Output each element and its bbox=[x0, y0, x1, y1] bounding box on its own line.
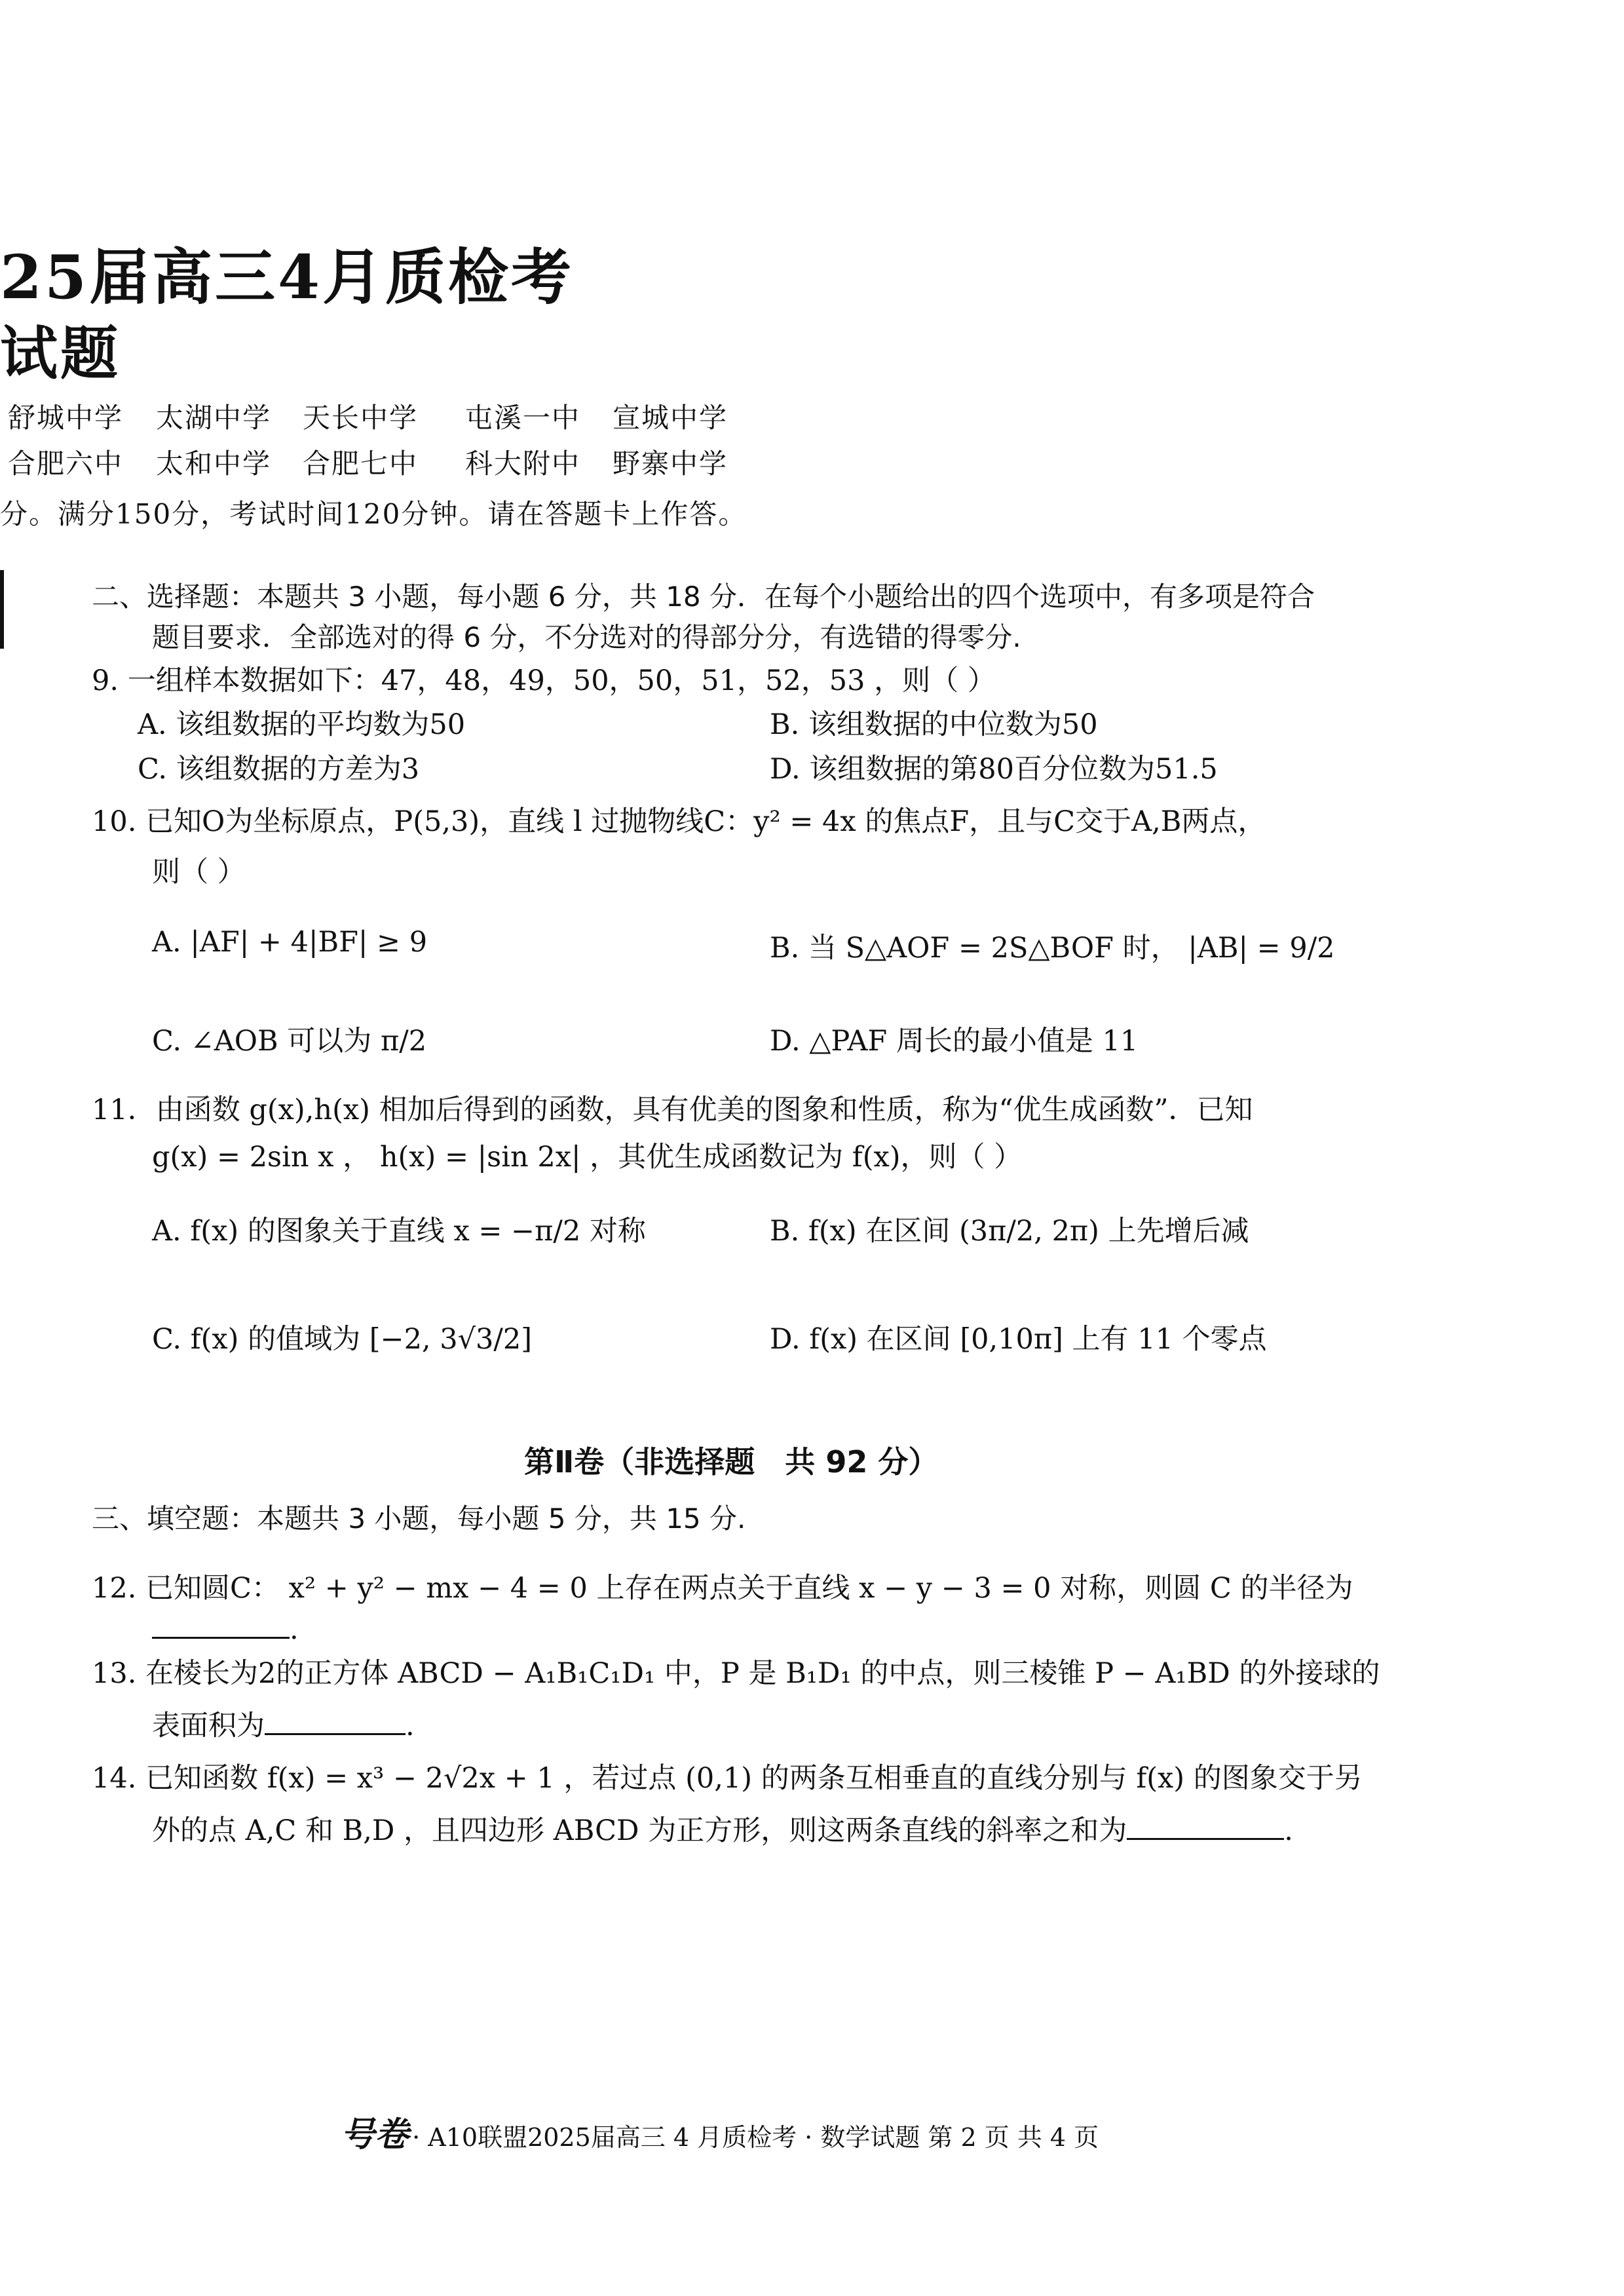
question-12-stem: 12. 已知圆C： x² + y² − mx − 4 = 0 上存在两点关于直线 x − y − 3 = 0 对称，则圆 C 的半径为 bbox=[92, 1572, 1353, 1605]
question-11-option-d: D. f(x) 在区间 [0,10π] 上有 11 个零点 bbox=[770, 1323, 1267, 1356]
question-11-option-c: C. f(x) 的值域为 [−2, 3√3/2] bbox=[152, 1323, 532, 1356]
question-9-stem: 9. 一组样本数据如下：47，48，49，50，50，51，52，53 ，则（ ） bbox=[92, 664, 996, 697]
exam-subtitle: 试题 bbox=[0, 319, 121, 387]
question-10-option-d: D. △PAF 周长的最小值是 11 bbox=[770, 1025, 1139, 1058]
question-11-stem-line2: g(x) = 2sin x ， h(x) = |sin 2x| ，其优生成函数记为 f(x)，则（ ） bbox=[152, 1141, 1023, 1174]
question-11-option-b: B. f(x) 在区间 (3π/2, 2π) 上先增后减 bbox=[770, 1215, 1249, 1248]
question-13-answer-line: 表面积为 . bbox=[152, 1710, 415, 1742]
school-name: 天长中学 bbox=[303, 402, 419, 434]
answer-blank[interactable] bbox=[265, 1710, 406, 1735]
school-name: 科大附中 bbox=[465, 448, 581, 480]
school-name: 屯溪一中 bbox=[465, 402, 581, 434]
school-name: 太湖中学 bbox=[156, 402, 272, 434]
question-9-option-c: C. 该组数据的方差为3 bbox=[138, 753, 420, 786]
school-name: 太和中学 bbox=[156, 448, 272, 480]
question-10-option-a: A. |AF| + 4|BF| ≥ 9 bbox=[152, 926, 428, 959]
exam-title: 25届高三4月质检考 bbox=[0, 242, 575, 313]
page-footer bbox=[341, 2107, 1099, 2156]
section2-heading-line2: 题目要求．全部选对的得 6 分，不分选对的得部分分，有选错的得零分. bbox=[152, 621, 1021, 653]
section3-heading: 三、填空题：本题共 3 小题，每小题 5 分，共 15 分. bbox=[92, 1502, 746, 1535]
school-name: 宣城中学 bbox=[613, 402, 728, 434]
exam-instructions: 分。满分150分，考试时间120分钟。请在答题卡上作答。 bbox=[0, 498, 747, 530]
question-11-option-a: A. f(x) 的图象关于直线 x = −π/2 对称 bbox=[152, 1215, 646, 1248]
question-10-stem: 10. 已知O为坐标原点，P(5,3)，直线 l 过抛物线C：y² = 4x 的焦点F，且与C交于A,B两点， bbox=[92, 805, 1266, 838]
question-13-stem: 13. 在棱长为2的正方体 ABCD − A₁B₁C₁D₁ 中，P 是 B₁D₁ 的中点，则三棱锥 P − A₁BD 的外接球的 bbox=[92, 1657, 1380, 1690]
page-edge-mark bbox=[0, 570, 4, 649]
question-10-option-c: C. ∠AOB 可以为 π/2 bbox=[152, 1025, 427, 1058]
question-12-answer-line: . bbox=[152, 1613, 299, 1646]
question-14-stem: 14. 已知函数 f(x) = x³ − 2√2x + 1 ，若过点 (0,1) 的两条互相垂直的直线分别与 f(x) 的图象交于另 bbox=[92, 1762, 1363, 1795]
section2-heading-line1: 二、选择题：本题共 3 小题，每小题 6 分，共 18 分．在每个小题给出的四个选项中，有多项是符合 bbox=[92, 581, 1315, 613]
school-name: 野寨中学 bbox=[613, 448, 728, 480]
part2-heading: 第Ⅱ卷（非选择题 共 92 分） bbox=[524, 1444, 939, 1480]
answer-blank[interactable] bbox=[152, 1613, 290, 1639]
footer-text: · A10联盟2025届高三 4 月质检考 · 数学试题 第 2 页 共 4 页 bbox=[412, 2123, 1099, 2152]
publisher-logo: 号卷 bbox=[341, 2114, 409, 2154]
question-11-stem: 11．由函数 g(x),h(x) 相加后得到的函数，具有优美的图象和性质，称为“优生成函数”．已知 bbox=[92, 1094, 1253, 1126]
school-name: 合肥六中 bbox=[8, 448, 124, 480]
question-9-option-d: D. 该组数据的第80百分位数为51.5 bbox=[770, 753, 1218, 786]
question-10-option-b: B. 当 S△AOF = 2S△BOF 时， |AB| = 9/2 bbox=[770, 932, 1335, 965]
school-name: 舒城中学 bbox=[8, 402, 124, 434]
question-9-option-b: B. 该组数据的中位数为50 bbox=[770, 708, 1098, 741]
school-name: 合肥七中 bbox=[303, 448, 419, 480]
question-9-option-a: A. 该组数据的平均数为50 bbox=[138, 708, 466, 741]
question-10-stem-line2: 则（ ） bbox=[152, 856, 246, 889]
question-14-answer-line: 外的点 A,C 和 B,D ，且四边形 ABCD 为正方形，则这两条直线的斜率之和为 . bbox=[152, 1814, 1293, 1847]
answer-blank[interactable] bbox=[1127, 1814, 1284, 1840]
